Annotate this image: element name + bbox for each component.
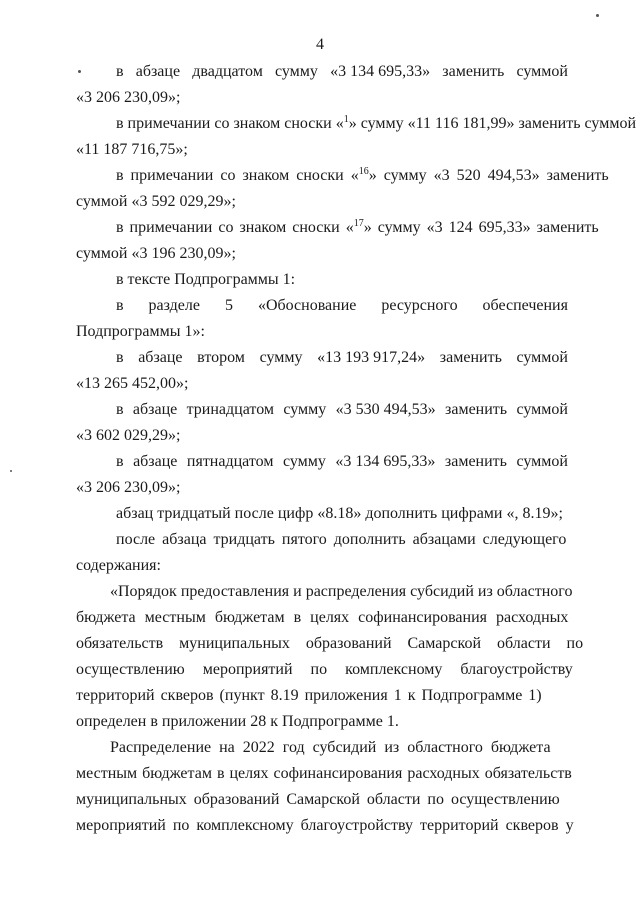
word: суммой xyxy=(516,63,568,80)
scan-speck xyxy=(10,470,12,472)
text-line xyxy=(116,400,568,420)
word: суммой xyxy=(516,349,568,366)
text-line xyxy=(116,114,636,134)
word: обеспечения xyxy=(482,297,568,314)
word: «3 134 695,33» xyxy=(330,63,431,80)
text-line: «3 206 230,09»; xyxy=(76,479,181,496)
word: абзаце xyxy=(133,453,178,470)
text-line: «13 265 452,00»; xyxy=(76,375,189,392)
text-line: Распределение на 2022 год субсидий из областного бюджета xyxy=(110,739,551,756)
text-line: «3 602 029,29»; xyxy=(76,427,181,444)
word: в xyxy=(116,349,124,366)
text-line: абзац тридцатый после цифр «8.18» дополнить цифрами «, 8.19»; xyxy=(116,505,563,522)
text-line: бюджета местным бюджетам в целях софинансирования расходных xyxy=(76,609,569,626)
text-line: муниципальных образований Самарской области по осуществлению xyxy=(76,791,560,808)
word: ресурсного xyxy=(381,297,458,314)
scan-speck xyxy=(78,70,81,73)
text-line xyxy=(116,62,568,82)
word: «13 193 917,24» xyxy=(317,349,426,366)
word: «3 134 695,33» xyxy=(335,453,436,470)
text-line xyxy=(116,296,568,316)
text-line: «11 187 716,75»; xyxy=(76,141,188,158)
page-number: 4 xyxy=(316,36,324,53)
text-line: местным бюджетам в целях софинансирования расходных обязательств xyxy=(76,765,572,782)
text-line: Подпрограммы 1»: xyxy=(76,323,205,340)
word: сумму xyxy=(259,349,303,366)
text-segment: в примечании со знаком сноски « xyxy=(116,115,344,132)
word: «3 530 494,53» xyxy=(335,401,436,418)
text-line: «3 206 230,09»; xyxy=(76,89,181,106)
text-line: суммой «3 196 230,09»; xyxy=(76,245,236,262)
word: сумму xyxy=(283,401,327,418)
text-line: территорий скверов (пункт 8.19 приложения 1 к Подпрограмме 1) xyxy=(76,687,542,704)
text-line: «Порядок предоставления и распределения субсидий из областного xyxy=(110,583,573,600)
word: в xyxy=(116,453,124,470)
scan-speck xyxy=(596,14,599,17)
text-line: мероприятий по комплексному благоустройству территорий скверов у xyxy=(76,817,574,834)
text-line xyxy=(116,452,568,472)
word: пятнадцатом xyxy=(186,453,274,470)
word: в xyxy=(116,63,124,80)
text-line xyxy=(116,348,568,368)
word: заменить xyxy=(439,349,502,366)
word: двадцатом xyxy=(192,63,263,80)
word: тринадцатом xyxy=(186,401,275,418)
text-line: содержания: xyxy=(76,557,161,574)
text-segment: » сумму «3 124 695,33» заменить xyxy=(363,219,599,236)
footnote-mark: 16 xyxy=(358,166,369,177)
word: суммой xyxy=(516,453,568,470)
word: заменить xyxy=(442,63,505,80)
word: разделе xyxy=(148,297,200,314)
text-segment: в примечании со знаком сноски « xyxy=(116,219,354,236)
word: сумму xyxy=(282,453,326,470)
word: «Обоснование xyxy=(257,297,357,314)
word: абзаце xyxy=(138,349,183,366)
text-segment: в примечании со знаком сноски « xyxy=(116,167,359,184)
word: в xyxy=(116,401,124,418)
word: 5 xyxy=(224,297,233,314)
word: абзаце xyxy=(135,63,181,80)
text-segment: » сумму «3 520 494,53» заменить xyxy=(368,167,609,184)
word: заменить xyxy=(445,401,508,418)
word: заменить xyxy=(444,453,507,470)
text-line: суммой «3 592 029,29»; xyxy=(76,193,236,210)
footnote-mark: 1 xyxy=(343,114,349,125)
word: суммой xyxy=(516,401,568,418)
word: втором xyxy=(197,349,245,366)
text-line: определен в приложении 28 к Подпрограмме 1. xyxy=(76,713,399,730)
text-line xyxy=(116,166,609,186)
text-line: обязательств муниципальных образований Самарской области по xyxy=(76,635,584,652)
word: сумму xyxy=(274,63,318,80)
text-line: в тексте Подпрограммы 1: xyxy=(116,271,296,288)
text-line: осуществлению мероприятий по комплексному благоустройству xyxy=(76,661,573,678)
word: абзаце xyxy=(132,401,178,418)
footnote-mark: 17 xyxy=(353,218,364,229)
word: в xyxy=(116,297,124,314)
text-segment: » сумму «11 116 181,99» заменить суммой xyxy=(348,115,637,132)
text-line xyxy=(116,218,599,238)
text-line: после абзаца тридцать пятого дополнить абзацами следующего xyxy=(116,531,567,548)
